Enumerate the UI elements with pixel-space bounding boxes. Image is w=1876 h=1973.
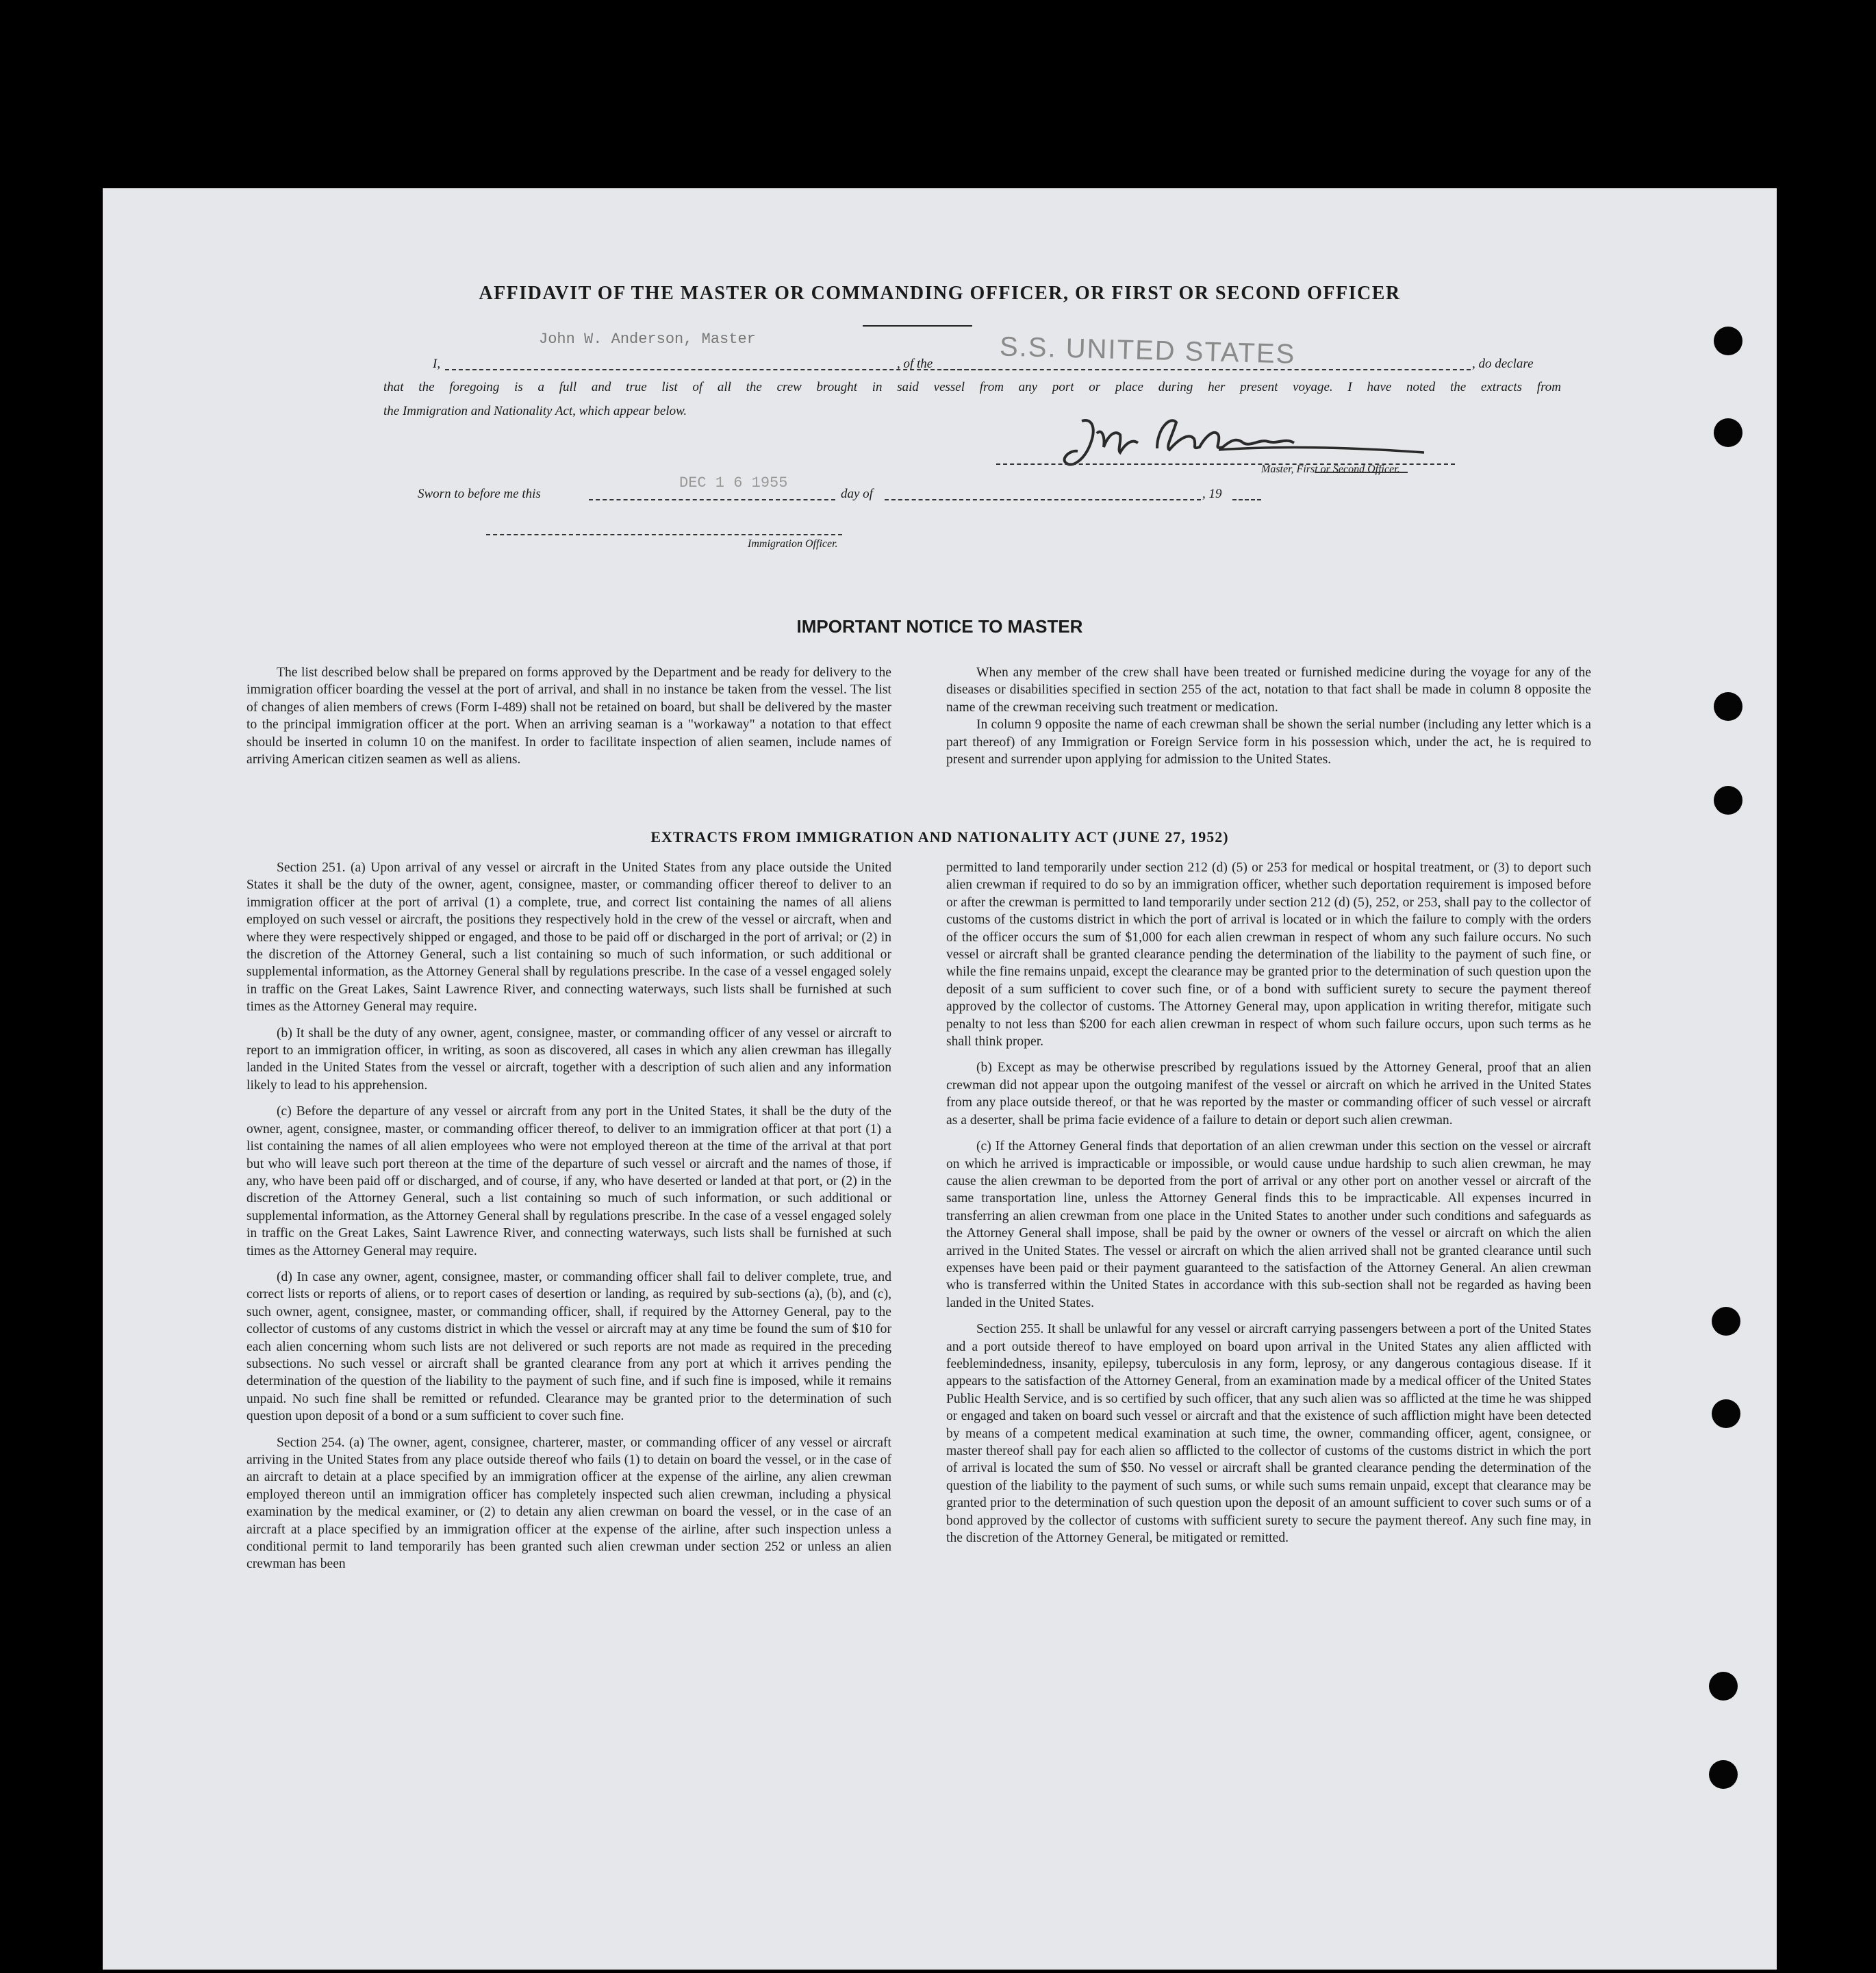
section-251-d: (d) In case any owner, agent, consignee, master, or commanding officer shall fail to deliver complete, true, and correct lists or reports of aliens, or to report cases of desertion or landing, as required by sub-sections (a), (b), and (c), such owner, agent, consignee, master, or commanding officer, shall, if required by the Attorney General, pay to the collector of customs of any customs district in which the vessel or aircraft may at any time be found the sum of $10 for each alien concerning whom such lists are not delivered or such reports are not made as required in the preceding subsections. No such vessel or aircraft shall be granted clearance from any port at which it arrives pending the determination of the question of the liability to the payment of such fine, and if such fine is imposed, while it remains unpaid. No such fine shall be remitted or refunded. Clearance may be granted prior to the determination of such question upon deposit of a bond or a sum sufficient to cover such fine. (246, 1269, 891, 1424)
master-name-typed: John W. Anderson, Master (539, 331, 756, 348)
i-label: I, (433, 357, 441, 371)
section-251-c: (c) Before the departure of any vessel or aircraft from any port in the United States, it shall be the duty of the owner, agent, consignee, master, or commanding officer thereof, to deliver to an immigration officer at that port (1) a list containing the names of all alien employees who were not employed thereon at the time of the arrival at that port but who will leave such port thereon at the time of the departure of such vessel or aircraft and the names of those, if any, who have been paid off or discharged, and of course, if any, who have deserted or landed at that port, or (2) in the discretion of the Attorney General, such a list containing so much of such information, or such additional or supplemental information, as the Attorney General shall by regulations prescribe. In the case of a vessel engaged solely in traffic on the Great Lakes, Saint Lawrence River, and connecting waterways, such lists shall be furnished at such times as the Attorney General may require. (246, 1104, 891, 1258)
do-declare-label: , do declare (1472, 357, 1534, 371)
month-line (885, 499, 1201, 500)
notice-title: IMPORTANT NOTICE TO MASTER (796, 616, 1083, 637)
sworn-date-stamp: DEC 1 6 1955 (679, 474, 788, 492)
year-line (1232, 499, 1261, 500)
day-of-label: day of (841, 487, 873, 501)
title-rule (863, 325, 972, 327)
signature-label: Master, First or Second Officer. (1261, 463, 1400, 475)
section-254-a: Section 254. (a) The owner, agent, consignee, charterer, master, or commanding officer of any vessel or aircraft arriving in the United States from any place outside thereof who fails (1) to detain on board the vessel, or in the case of an aircraft to detain at a place specified by an immigration officer at the expense of the airline, any alien crewman employed thereon until an immigration officer has completely inspected such alien crewman, including a physical examination by the medical examiner, or (2) to detain any alien crewman on board the vessel, or in the case of an aircraft at a place specified by an immigration officer at the expense of the airline, after such inspection unless a conditional permit to land temporarily has been granted such alien crewman under section 252 or unless an alien crewman has been (246, 1435, 891, 1572)
section-251-a: Section 251. (a) Upon arrival of any vessel or aircraft in the United States from any place outside the United States it shall be the duty of the owner, agent, consignee, master, or commanding officer thereof to deliver to an immigration officer at the port of arrival (1) a complete, true, and correct list containing the names of all aliens employed on such vessel or aircraft, the positions they respectively hold in the crew of the vessel or aircraft, when and where they were respectively shipped or engaged, and those to be paid off or discharged in the port of arrival; or (2) in the discretion of the Attorney General, such a list containing so much of such information, or such additional or supplemental information, as the Attorney General shall by regulations prescribe. In the case of a vessel engaged solely in traffic on the Great Lakes, Saint Lawrence River, and connecting waterways, such lists shall be furnished at such times as the Attorney General may require. (246, 861, 891, 1015)
binder-hole (1714, 418, 1742, 447)
year-label: , 19 (1202, 487, 1222, 501)
notice-right-paragraph-2: In column 9 opposite the name of each crewman shall be shown the serial number (including any letter which is a part thereof) of any Immigration or Foreign Service form in his possession which, under the act, he is required to present and surrender upon applying for admission to the United States. (946, 717, 1591, 767)
sworn-day-line (589, 499, 835, 500)
section-251-b: (b) It shall be the duty of any owner, agent, consignee, master, or commanding officer of any vessel or aircraft to report to an immigration officer, in writing, as soon as discovered, all cases in which any alien crewman has illegally landed in the United States from the vessel or aircraft, together with a description of such alien and any information likely to lead to his apprehension. (246, 1026, 891, 1093)
affidavit-title: AFFIDAVIT OF THE MASTER OR COMMANDING OFFICER, OR FIRST OR SECOND OFFICER (479, 283, 1401, 304)
section-254-b: (b) Except as may be otherwise prescribed by regulations issued by the Attorney General, proof that an alien crewman did not appear upon the outgoing manifest of the vessel or aircraft on which he arrived in the United States from any place outside thereof, or that he was reported by the master or commanding officer of such vessel or aircraft as a deserter, shall be prima facie evidence of a failure to detain or deport such alien crewman. (946, 1060, 1591, 1128)
notice-right-paragraph-1: When any member of the crew shall have been treated or furnished medicine during the voyage for any of the diseases or disabilities specified in section 255 of the act, notation to that fact shall be made in column 8 opposite the name of the crewman receiving such treatment or medication. (946, 665, 1591, 715)
binder-hole (1709, 1672, 1738, 1701)
strike-through (1315, 472, 1408, 473)
binder-hole (1714, 692, 1742, 721)
officer-line (486, 534, 842, 535)
of-the-label: , of the (897, 357, 933, 371)
officer-label: Immigration Officer. (748, 538, 838, 550)
extracts-title: EXTRACTS FROM IMMIGRATION AND NATIONALITY ACT (JUNE 27, 1952) (650, 828, 1229, 845)
vessel-line (943, 369, 1471, 370)
affidavit-line-3: the Immigration and Nationality Act, which appear below. (383, 404, 687, 418)
vessel-name-typed: S.S. UNITED STATES (999, 331, 1296, 370)
section-255: Section 255. It shall be unlawful for any vessel or aircraft carrying passengers between a port of the United States and a port outside thereof to have employed on board upon arrival in the United States any alien afflicted with feeblemindedness, insanity, epilepsy, tuberculosis in any form, leprosy, or any dangerous contagious disease. If it appears to the satisfaction of the Attorney General, from an examination made by a medical officer of the United States Public Health Service, and is so certified by such officer, that any such alien was so afflicted at the time he was shipped or engaged and taken on board such vessel or aircraft and that the existence of such affliction might have been detected by means of a competent medical examination at such time, the owner, commanding officer, agent, consignee, or master thereof shall pay for each alien so afflicted to the collector of customs of the customs district in which the port of arrival is located the sum of $50. No vessel or aircraft shall be granted clearance pending the determination of the question of the liability to the payment of such sums, or while such sums remain unpaid, except that clearance may be granted prior to the determination of such question upon the deposit of an amount sufficient to cover such sums or of a bond approved by the collector of customs with sufficient surety to secure the payment thereof. Any such fine may, in the discretion of the Attorney General, be mitigated or remitted. (946, 1322, 1591, 1546)
document-page (103, 188, 1777, 1970)
sworn-label: Sworn to before me this (418, 487, 541, 501)
notice-left-paragraph: The list described below shall be prepared on forms approved by the Department and be ready for delivery to the immigration officer boarding the vessel at the port of arrival, and shall in no instance be taken from the vessel. The list of changes of alien members of crews (Form I-489) shall not be retained on board, but shall be delivered by the master to the principal immigration officer at the port. When an arriving seaman is a "workaway" a notation to that effect should be inserted in column 10 on the manifest. In order to facilitate inspection of alien seamen, include names of arriving American citizen seamen as well as aliens. (246, 665, 891, 767)
binder-hole (1714, 327, 1742, 355)
section-254-c: (c) If the Attorney General finds that deportation of an alien crewman under this section on the vessel or aircraft on which he arrived is impracticable or impossible, or would cause undue hardship to such alien crewman, he may cause the alien crewman to be deported from the port of arrival or any other port on another vessel or aircraft of the same transportation line, unless the Attorney General finds this to be impracticable. All expenses incurred in transferring an alien crewman from one place in the United States to another under such conditions and safeguards as the Attorney General shall impose, shall be paid by the owner or owners of the vessel or aircraft on which the alien arrived in the United States. The vessel or aircraft on which the alien arrived shall not be granted clearance until such expenses have been paid or their payment guaranteed to the satisfaction of the Attorney General. An alien crewman who is transferred within the United States in accordance with this sub-section shall not be regarded as having been landed in the United States. (946, 1139, 1591, 1310)
binder-hole (1712, 1307, 1740, 1336)
binder-hole (1714, 786, 1742, 815)
affidavit-line-2: that the foregoing is a full and true list of all the crew brought in said vessel from any port or place during her present voyage. I have noted the extracts from (383, 380, 1561, 394)
notice-right-column (946, 664, 1591, 777)
notice-left-column (246, 664, 891, 777)
binder-hole (1712, 1399, 1740, 1428)
extracts-left-column (246, 859, 891, 1582)
binder-hole (1709, 1760, 1738, 1789)
section-254-a-continued: permitted to land temporarily under section 212 (d) (5) or 253 for medical or hospital treatment, or (3) to deport such alien crewman if required to do so by an immigration officer, whether such deportation requirement is imposed before or after the crewman is permitted to land temporarily under section 212 (d) (5), 252, or 253, shall pay to the collector of customs of the customs district in which the port of arrival is located or in which the failure to comply with the orders of the officer occurs the sum of $1,000 for each alien crewman in respect of whom any such failure occurs. No such vessel or aircraft shall be granted clearance pending the determination of the liability to the payment of such fine, or while the fine remains unpaid, except the clearance may be granted prior to the determination of such question upon the deposit of a sum sufficient to cover such fine, or of a bond with sufficient surety to secure the payment thereof approved by the collector of customs. The Attorney General may, upon application in writing therefor, mitigate such penalty to not less than $200 for each alien crewman in respect of whom such failure occurs, upon such terms as he shall think proper. (946, 861, 1591, 1049)
extracts-right-column (946, 859, 1591, 1555)
